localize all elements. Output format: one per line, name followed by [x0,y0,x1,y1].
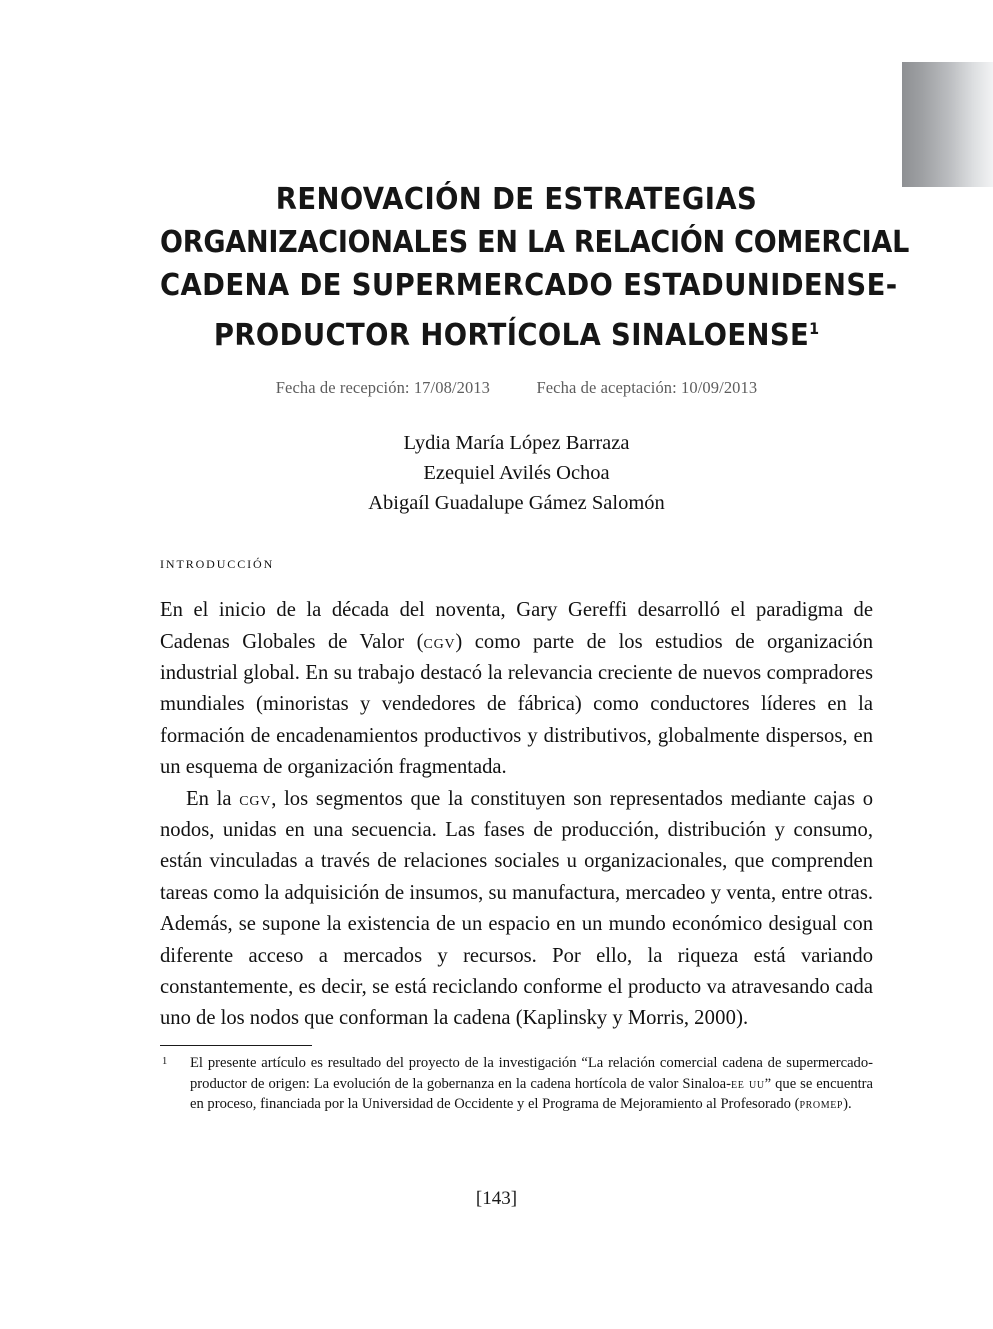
page-title [160,0,910,357]
acceptance-date: Fecha de aceptación: 10/09/2013 [536,378,758,398]
footnote-marker: 1 [162,1056,168,1067]
small-caps-term: cgv [423,630,456,653]
body-paragraph: En el inicio de la década del noventa, Gary Gereffi desarrolló el paradigma de Cadenas Globales de Valor (cgv) como parte de los estudios de organización industrial global. En su trabajo destacó la relevancia creciente de nuevos compradores mundiales (minoristas y vendedores de fábrica) como conductores líderes en la formación de encadenamientos productivos y distributivos, globalmente dispersos, en un esquema de organización fragmentada. [160,599,873,779]
author-name: Ezequiel Avilés Ochoa [423,462,610,485]
small-caps-term: ee uu [731,1075,765,1092]
publication-dates [160,357,873,398]
author-list [160,398,873,518]
footnote-body: El presente artículo es resultado del proyecto de la investigación “La relación comercial cadena de supermercado-productor de origen: La evolución de la gobernanza en la cadena hortícola de valor Sinaloa-ee uu” que se encuentra en proceso, financiada por la Universidad de Occidente y el Programa de Mejoramiento al Profesorado (promep). [190,1055,874,1113]
body-text [160,573,873,1035]
section-heading-introduccion: introducción [160,553,275,573]
footnote-block [160,1045,873,1115]
page-content [160,0,910,1035]
title-footnote-marker: 1 [809,319,820,338]
author-name: Lydia María López Barraza [403,432,630,455]
small-caps-term: promep [799,1096,844,1113]
oldstyle-number: 2000 [694,1007,737,1030]
author-name: Abigaíl Guadalupe Gámez Salomón [368,492,665,515]
page-number: [143] [475,1188,518,1209]
reception-date: Fecha de recepción: 17/08/2013 [275,378,491,398]
body-paragraph: En la cgv, los segmentos que la constituyen son representados mediante cajas o nodos, unidas en una secuencia. Las fases de producción, distribución y consumo, están vinculadas a través de relaciones sociales u organizacionales, que comprenden tareas como la adquisición de insumos, su manufactura, mercadeo y venta, entre otras. Además, se supone la existencia de un espacio en un mundo económico desigual con diferente acceso a mercados y recursos. Por ello, la riqueza está variando constantemente, es decir, se está reciclando conforme el producto va atravesando cada uno de los nodos que conforman la cadena (Kaplinsky y Morris, 2000). [160,787,873,1030]
title-line-4: PRODUCTOR HORTÍCOLA SINALOENSE$^1$ [213,318,820,354]
corner-gradient-decoration [902,62,993,187]
title-line-1: RENOVACIÓN DE ESTRATEGIAS [275,182,758,217]
title-line-3: CADENA DE SUPERMERCADO ESTADUNIDENSE- [160,268,898,303]
small-caps-term: cgv [239,787,272,810]
footnote-text [160,1053,873,1115]
footnote-separator-rule [160,1045,312,1046]
title-line-2: ORGANIZACIONALES EN LA RELACIÓN COMERCIAL [160,225,910,260]
